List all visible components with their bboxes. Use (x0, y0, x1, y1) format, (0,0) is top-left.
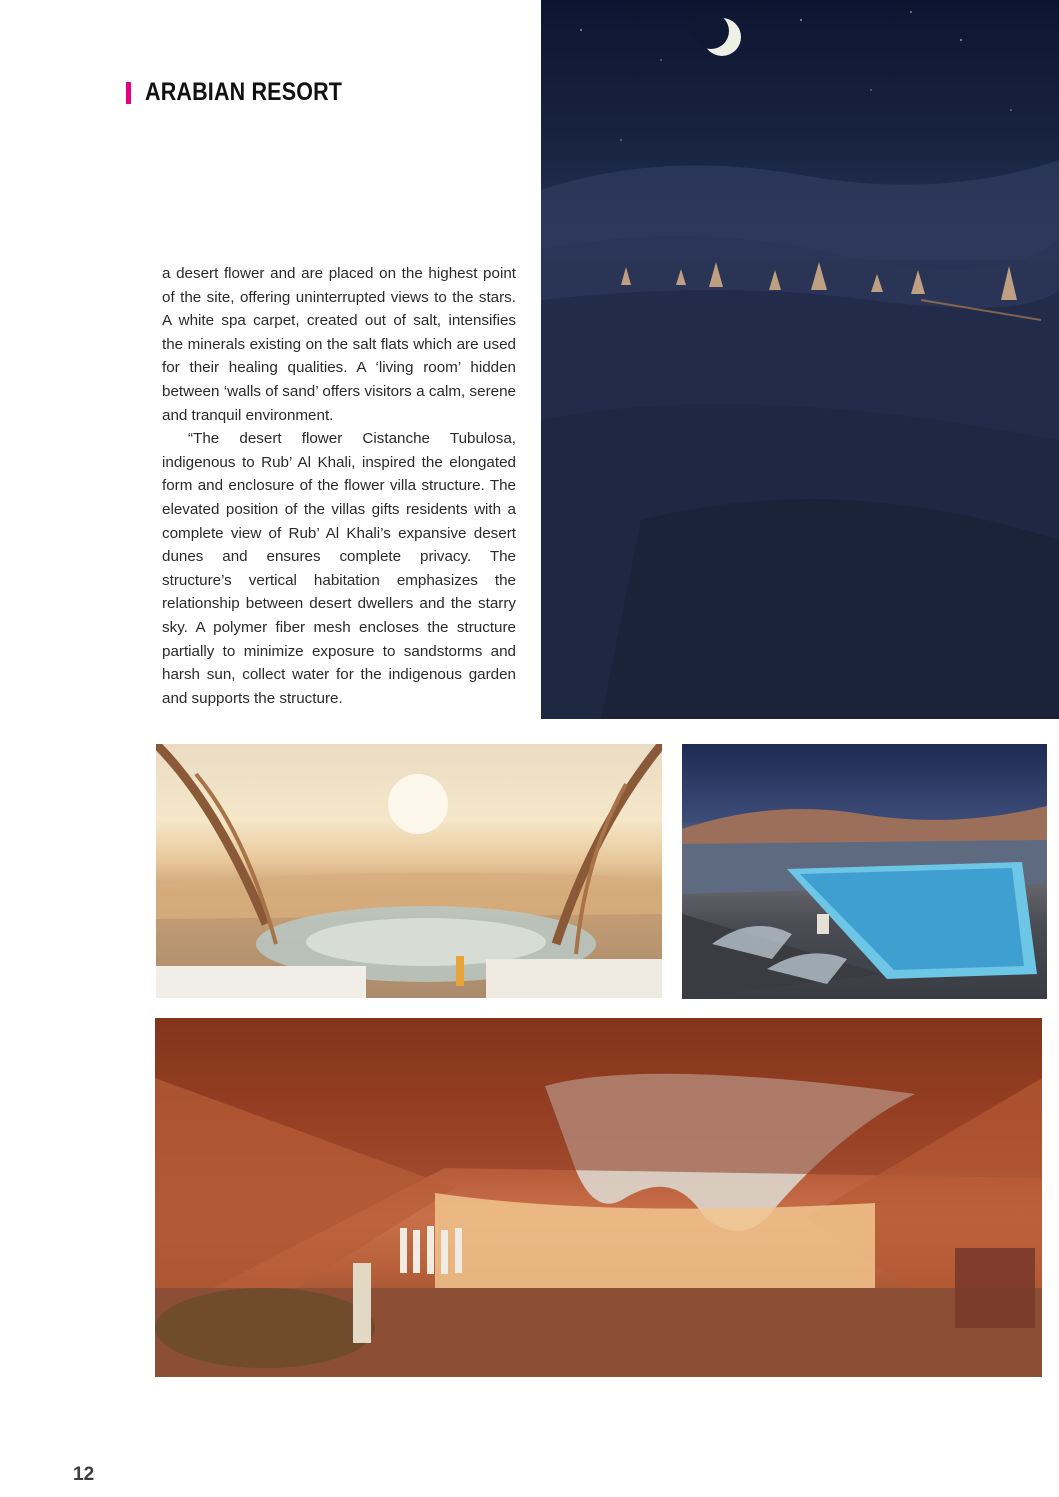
photo-spa-terrace (156, 744, 662, 998)
article-paragraph: “The desert flower Cistanche Tubulosa, indigenous to Rub’ Al Khali, inspired the elongated form and enclosure of the flower villa structure. The elevated position of the villas gifts residents with a complete view of Rub’ Al Khali’s expansive desert dunes and ensures complete privacy. The structure’s vertical habitation emphasizes the relationship between desert dwellers and the starry sky. A polymer fiber mesh encloses the structure partially to minimize exposure to sandstorms and harsh sun, collect water for the indigenous garden and supports the structure. (162, 430, 516, 707)
article-body (162, 262, 516, 710)
article-paragraph: a desert flower and are placed on the highest point of the site, offering uninterrupted views to the stars. A white spa carpet, created out of salt, intensifies the minerals existing on the salt flats which are used for their healing qualities. A ‘living room’ hidden between ‘walls of sand’ offers visitors a calm, serene and tranquil environment. (162, 265, 516, 424)
section-title: ARABIAN RESORT (145, 78, 343, 106)
section-header (126, 78, 374, 107)
page-number: 12 (73, 1464, 95, 1485)
photo-night-desert-villas (541, 0, 1059, 719)
accent-bar (126, 82, 131, 104)
photo-infinity-pool-dusk (682, 744, 1047, 999)
photo-market-hall-interior (155, 1018, 1042, 1377)
